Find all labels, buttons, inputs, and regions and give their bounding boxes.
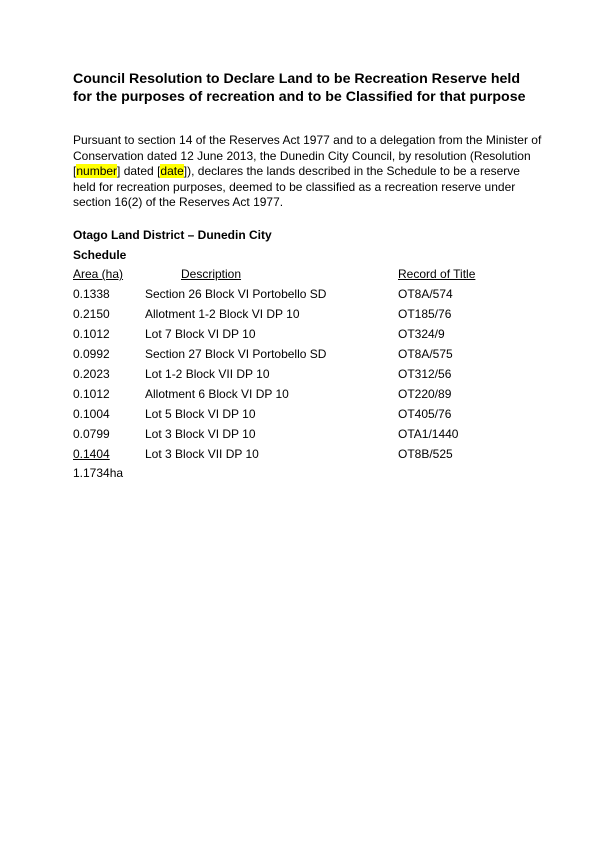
row-area: 0.1012 (73, 327, 110, 341)
land-district-heading: Otago Land District – Dunedin City (73, 228, 272, 242)
row-area: 0.1338 (73, 287, 110, 301)
table-row (73, 367, 493, 387)
resolution-paragraph (73, 133, 543, 211)
schedule-heading: Schedule (73, 248, 127, 262)
table-header-row (73, 267, 493, 287)
row-record: OTA1/1440 (398, 427, 459, 441)
table-row (73, 447, 493, 467)
schedule-table (73, 267, 493, 467)
row-area: 0.2023 (73, 367, 110, 381)
title-line-2: for the purposes of recreation and to be Classified for that purpose (73, 89, 526, 105)
row-description: Lot 5 Block VI DP 10 (145, 407, 256, 421)
title-line-1: Council Resolution to Declare Land to be Recreation Reserve held (73, 71, 521, 87)
area-total: 1.1734ha (73, 466, 124, 480)
table-row (73, 287, 493, 307)
row-area: 0.0799 (73, 427, 110, 441)
row-record: OT324/9 (398, 327, 445, 341)
row-description: Lot 7 Block VI DP 10 (145, 327, 256, 341)
document-title (73, 70, 553, 106)
table-row (73, 407, 493, 427)
row-record: OT405/76 (398, 407, 452, 421)
header-area: Area (ha) (73, 267, 124, 281)
row-area: 0.1404 (73, 447, 110, 461)
table-row (73, 347, 493, 367)
row-description: Section 27 Block VI Portobello SD (145, 347, 327, 361)
row-description: Allotment 1-2 Block VI DP 10 (145, 307, 300, 321)
row-description: Section 26 Block VI Portobello SD (145, 287, 327, 301)
table-row (73, 307, 493, 327)
row-description: Allotment 6 Block VI DP 10 (145, 387, 289, 401)
row-record: OT8A/575 (398, 347, 453, 361)
number-placeholder-highlight: number (76, 164, 118, 179)
table-row (73, 327, 493, 347)
paragraph-text-start: Pursuant to section 14 of the Reserves Act 1977 and to a delegation from the Minister of Conservation dated 12 June 2013, the Dunedin City Council, by resolution (Resolution [ (73, 133, 542, 179)
row-record: OT8A/574 (398, 287, 453, 301)
paragraph-text-end: ]), declares the lands described in the Schedule to be a reserve held for recreation purposes, deemed to be classified as a recreation reserve under section 16(2) of the Reserves Act 1977. (73, 164, 520, 210)
table-row (73, 427, 493, 447)
row-description: Lot 3 Block VI DP 10 (145, 427, 256, 441)
row-record: OT185/76 (398, 307, 452, 321)
row-description: Lot 3 Block VII DP 10 (145, 447, 259, 461)
row-description: Lot 1-2 Block VII DP 10 (145, 367, 270, 381)
row-area: 0.1012 (73, 387, 110, 401)
table-row (73, 387, 493, 407)
row-area: 0.2150 (73, 307, 110, 321)
row-record: OT220/89 (398, 387, 452, 401)
row-area: 0.1004 (73, 407, 110, 421)
row-area: 0.0992 (73, 347, 110, 361)
row-record: OT8B/525 (398, 447, 453, 461)
header-record-of-title: Record of Title (398, 267, 476, 281)
row-record: OT312/56 (398, 367, 452, 381)
paragraph-text-middle: ] dated [ (117, 164, 161, 179)
header-description: Description (181, 267, 242, 281)
date-placeholder-highlight: date (160, 164, 184, 179)
